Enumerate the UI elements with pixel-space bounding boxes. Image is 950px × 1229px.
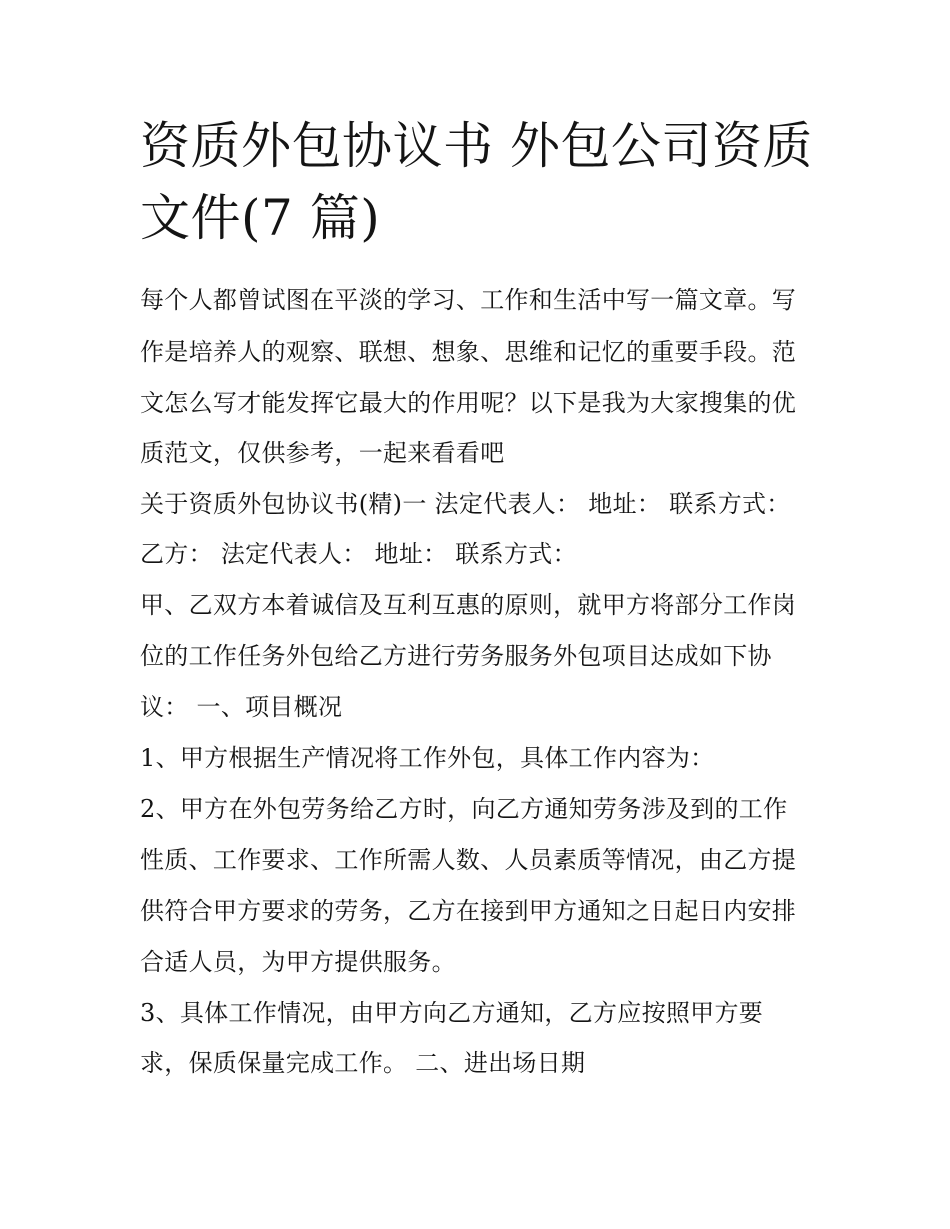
intro-line-3: 文怎么写才能发挥它最大的作用呢？以下是我为大家搜集的优: [140, 389, 797, 417]
clause-1-line: 1、甲方根据生产情况将工作外包，具体工作内容为：: [140, 744, 715, 772]
intro-line-1: 每个人都曾试图在平淡的学习、工作和生活中写一篇文章。写: [140, 286, 797, 314]
clause-3-line-1: 3、具体工作情况，由甲方向乙方通知，乙方应按照甲方要: [140, 999, 764, 1027]
agreement-preamble-line-2: 位的工作任务外包给乙方进行劳务服务外包项目达成如下协: [140, 642, 772, 670]
intro-line-2: 作是培养人的观察、联想、想象、思维和记忆的重要手段。范: [140, 338, 797, 366]
title-line-1: 资质外包协议书 外包公司资质: [140, 117, 813, 175]
agreement-preamble-line-1: 甲、乙双方本着诚信及互利互惠的原则，就甲方将部分工作岗: [140, 591, 797, 619]
clause-2-line-2: 性质、工作要求、工作所需人数、人员素质等情况，由乙方提: [140, 846, 797, 874]
section-1-heading-line: 议： 一、项目概况: [140, 693, 343, 721]
title-line-2: 文件(7 篇): [140, 189, 381, 247]
clause-2-line-3: 供符合甲方要求的劳务，乙方在接到甲方通知之日起日内安排: [140, 897, 797, 925]
clause-3-line-2: 求，保质保量完成工作。 二、进出场日期: [140, 1049, 586, 1077]
document-title: [140, 110, 830, 254]
party-b-line: 乙方： 法定代表人： 地址： 联系方式：: [140, 540, 577, 568]
intro-line-4: 质范文，仅供参考，一起来看看吧: [140, 439, 505, 467]
party-a-line: 关于资质外包协议书(精)一 法定代表人： 地址： 联系方式：: [140, 490, 791, 518]
clause-2-line-4: 合适人员，为甲方提供服务。: [140, 948, 456, 976]
clause-2-line-1: 2、甲方在外包劳务给乙方时，向乙方通知劳务涉及到的工作: [140, 795, 788, 823]
